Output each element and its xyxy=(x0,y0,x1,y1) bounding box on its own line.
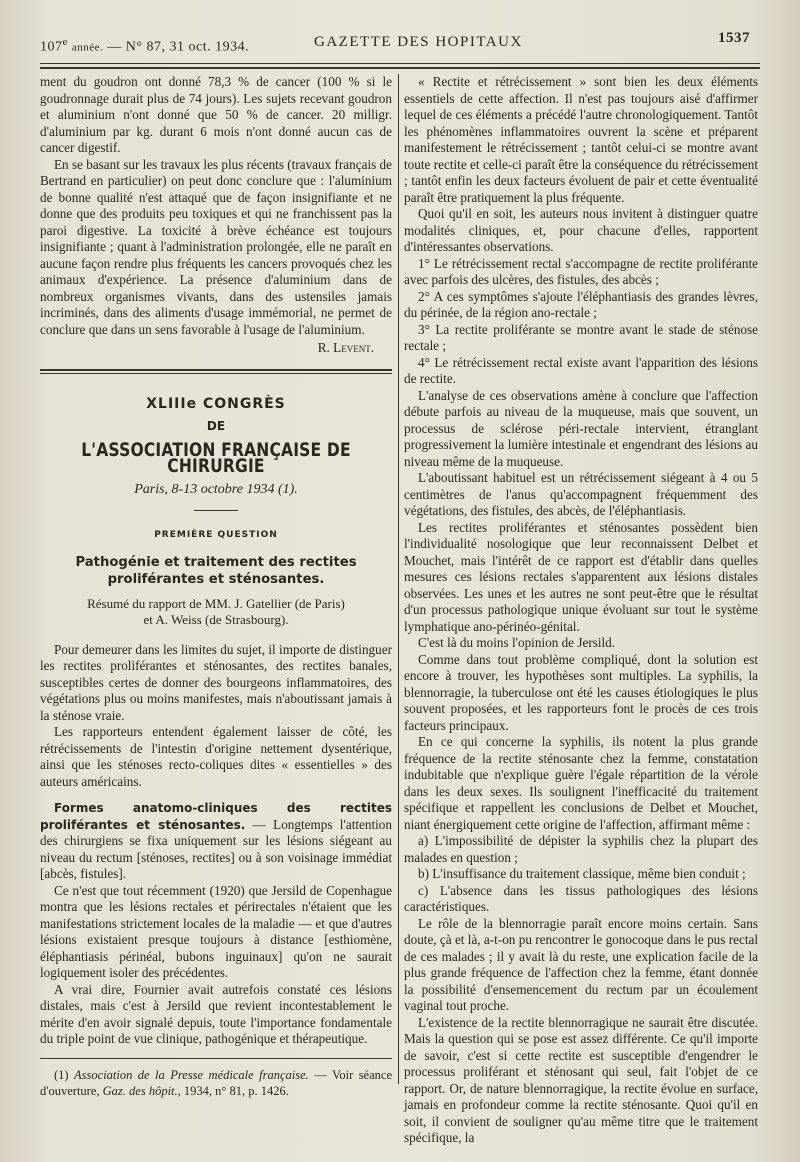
section-heading: Formes anatomo-cliniques des rectites proliférantes et sténosantes. xyxy=(40,801,392,832)
footnote-marker: (1) xyxy=(54,1067,75,1082)
left-column xyxy=(40,74,392,1099)
column-divider xyxy=(398,74,399,1084)
association-name: L'ASSOCIATION FRANÇAISE DE CHIRURGIE xyxy=(81,439,351,477)
article-title: Pathogénie et traitement des rectites proliférantes et sténosantes. xyxy=(75,554,357,587)
list-item: b) L'insuffisance du traitement classique, même bien conduit ; xyxy=(418,866,746,881)
journal-title: GAZETTE DES HOPITAUX xyxy=(314,34,523,50)
list-item: a) L'impossibilité de dépister la syphilis chez la plupart des malades en question ; xyxy=(404,833,758,865)
paragraph: « Rectite et rétrécissement » sont bien les deux éléments essentiels de cette affection. Il n'est pas toujours aisé d'affirmer lequel de ces éléments a précédé l'autre chronologiquement. Tantôt les phénomènes inflammatoires ouvrent la scène et préparent manifestement le rétrécissement ; tantôt celui-ci se montre avant toute rectite et celle-ci paraît être la conséquence du rétrécissement ; tantôt enfin les deux facteurs évoluent de pair et cette éventualité paraît être pratiquement la plus fréquente. xyxy=(404,74,758,205)
footnote-ref: , 1934, n° 81, p. 1426. xyxy=(177,1083,289,1098)
paragraph: Les rapporteurs entendent également laisser de côté, les rétrécissements de l'intestin d'origine nettement dysentérique, ainsi que les sténoses recto-coliques dites « essentielles » des auteurs américains. xyxy=(40,724,392,789)
list-item: 2° A ces symptômes s'ajoute l'éléphantiasis des grandes lèvres, du périnée, de la région ano-rectale ; xyxy=(404,288,758,320)
footnote-journal: Gaz. des hôpit. xyxy=(102,1083,178,1098)
congress-de: DE xyxy=(206,419,226,433)
issue-date: — N° 87, 31 oct. 1934. xyxy=(107,39,250,55)
paragraph: C'est là du moins l'opinion de Jersild. xyxy=(418,635,616,650)
paragraph: En se basant sur les travaux les plus récents (travaux français de Bertrand en particulier) on peut donc conclure que : l'aluminium de bonne qualité n'est attaqué que de façon insignifiante et ne donne que des produits peu toxiques et qui ne franchissent pas la paroi digestive. La toxicité à brève échéance est toujours insignifiante ; quant à l'administration prolongée, elle ne paraît en aucune façon rendre plus fréquents les cancers provoqués chez les animaux d'expérience. La présence d'aluminium dans de nombreux organismes vivants, dans des ustensiles jamais incriminés, dans des aliments d'usage immémorial, ne permet de conclure que dans un sens favorable à l'usage de l'aluminium. xyxy=(40,156,392,337)
paragraph: En ce qui concerne la syphilis, ils notent la plus grande fréquence de la rectite sténosante chez la femme, constatation indubitable que n'explique guère l'égale répartition de la vérole dans les deux sexes. Ils soulignent l'inefficacité du traitement spécifique et rappellent les conclusions de Delbet et Mouchet, niant énergiquement cette origine de l'affection, affirmant même : xyxy=(404,734,758,832)
footnote-source: Association de la Presse médicale française. xyxy=(74,1067,309,1082)
paragraph: L'existence de la rectite blennorragique ne saurait être discutée. Mais la question qui se pose est assez différente. Ce qu'il importe de savoir, c'est si cette rectite est susceptible d'engendrer le processus proliférant et sténosant qui seul, fait l'objet de ce rapport. Or, de nature blennorragique, la rectite évolue en surface, jamais en profondeur comme la rectite sténosante. Quoi qu'il en soit, il convient de souligner qu'au même titre que le traitement spécifique, la xyxy=(404,1014,758,1145)
paragraph: Ce n'est que tout récemment (1920) que Jersild de Copenhague montra que les lésions rectales et périrectales n'étaient que les manifestations strictement locales de la maladie — et que d'autres lésions existaient presque toujours à distance [esthiomène, éléphantiasis périnéal, bubons inguinaux] qu'on ne saurait logiquement isoler des précédentes. xyxy=(40,882,392,980)
paragraph: Le rôle de la blennorragie paraît encore moins certain. Sans doute, çà et là, a-t-on pu rencontrer le gonocoque dans le pus rectal de ces malades ; il y avait là du reste, une explication facile de la plus grande fréquence de l'affection chez la femme, étant donnée la possibilité d'ensemencement du rectum par un écoulement vaginal tout proche. xyxy=(404,915,758,1013)
section-rule xyxy=(40,369,392,374)
question-label: PREMIÈRE QUESTION xyxy=(154,530,278,540)
paragraph: Pour demeurer dans les limites du sujet, il importe de distinguer les rectites proliférantes et sténosantes, des rectites banales, susceptibles certes de donner des bourgeons inflammatoires, des végétations plus ou moins manifestes, mais n'aboutissant jamais à la sténose vraie. xyxy=(40,641,392,723)
list-item: 3° La rectite proliférante se montre avant le stade de sténose rectale ; xyxy=(404,321,758,353)
page-header xyxy=(40,30,760,54)
congress-title: XLIIIe CONGRÈS xyxy=(146,395,286,412)
paragraph: A vrai dire, Fournier avait autrefois constaté ces lésions distales, mais c'est à Jersild que revient incontestablement le mérite d'en avoir signalé depuis, toute l'importance fondamentale du triple point de vue clinique, pathogénique et thérapeutique. xyxy=(40,981,392,1046)
paragraph xyxy=(40,800,392,883)
resume-line-2: et A. Weiss (de Strasbourg). xyxy=(143,611,289,627)
edition-suffix: e xyxy=(62,36,68,48)
edition-info xyxy=(40,36,249,56)
paragraph: L'analyse de ces observations amène à conclure que l'affection débute parfois au niveau de la muqueuse, mais que souvent, un processus de sclérose péri-rectale intervient, étranglant progressivement la lumière intestinale et engendrant des lésions au niveau même de la muqueuse. xyxy=(404,387,758,469)
right-column xyxy=(404,74,758,1147)
paragraph: L'aboutissant habituel est un rétrécissement siégeant à 4 ou 5 centimètres de l'anus qu'accompagnent fréquemment des végétations, des fistules, des abcès, de l'éléphantiasis. xyxy=(404,470,758,518)
congress-place: Paris, 8-13 octobre 1934 (1). xyxy=(134,481,298,497)
paragraph: Quoi qu'il en soit, les auteurs nous invitent à distinguer quatre modalités cliniques, et, pour chacune d'elles, rapportent d'intéressantes observations. xyxy=(404,206,758,254)
paragraph: ment du goudron ont donné 78,3 % de cancer (100 % si le goudronnage durait plus de 74 jours). Les sujets recevant goudron et aluminium n'ont donné que 50 % de cancer. 20 milligr. d'aluminium par kg. durant 6 mois n'ont donné aucun cas de cancer digestif. xyxy=(40,74,392,155)
paragraph-text: — Longtemps l'attention des chirurgiens se fixa uniquement sur les lésions siégeant au niveau du rectum [sténoses, rectites] ou à son voisinage immédiat [abcès, fistules]. xyxy=(40,816,392,881)
author-signature: R. Levent. xyxy=(317,340,374,355)
page-number: 1537 xyxy=(718,30,750,46)
header-rule-bottom xyxy=(40,67,760,69)
footnote-text: — Voir séance d'ouverture, xyxy=(40,1067,392,1098)
resume-line-1: Résumé du rapport de MM. J. Gatellier (de Paris) xyxy=(87,595,345,611)
edition-word: année. xyxy=(71,41,104,54)
edition-number: 107 xyxy=(40,39,63,55)
header-rule-top xyxy=(40,63,760,64)
list-item: 4° Le rétrécissement rectal existe avant l'apparition des lésions de rectite. xyxy=(404,354,758,386)
list-item: 1° Le rétrécissement rectal s'accompagne de rectite proliférante avec parfois des ulcères, des fistules, des abcès ; xyxy=(404,255,758,287)
list-item: c) L'absence dans les tissus pathologiques des lésions caractéristiques. xyxy=(404,882,758,914)
footnote xyxy=(40,1067,392,1099)
short-rule xyxy=(194,510,238,511)
paragraph: Comme dans tout problème compliqué, dont la solution est encore à trouver, les hypothèses sont multiples. La syphilis, la blennorragie, la tuberculose ont été les causes étiologiques le plus souvent proposées, et les rapporteurs font le procès de ces trois facteurs principaux. xyxy=(404,651,758,733)
footnote-rule xyxy=(40,1058,392,1059)
paragraph: Les rectites proliférantes et sténosantes possèdent bien l'individualité nosologique que leur reconnaissent Delbet et Mouchet, mais l'intérêt de ce rapport est d'établir dans quelles mesures ces lésions rectales s'apparentent aux lésions distales observées. Les unes et les autres ne sont peut-être que le résultat d'un processus pathologique unique évoluant sur tout le système lymphatique ano-périnéo-génital. xyxy=(404,519,758,634)
